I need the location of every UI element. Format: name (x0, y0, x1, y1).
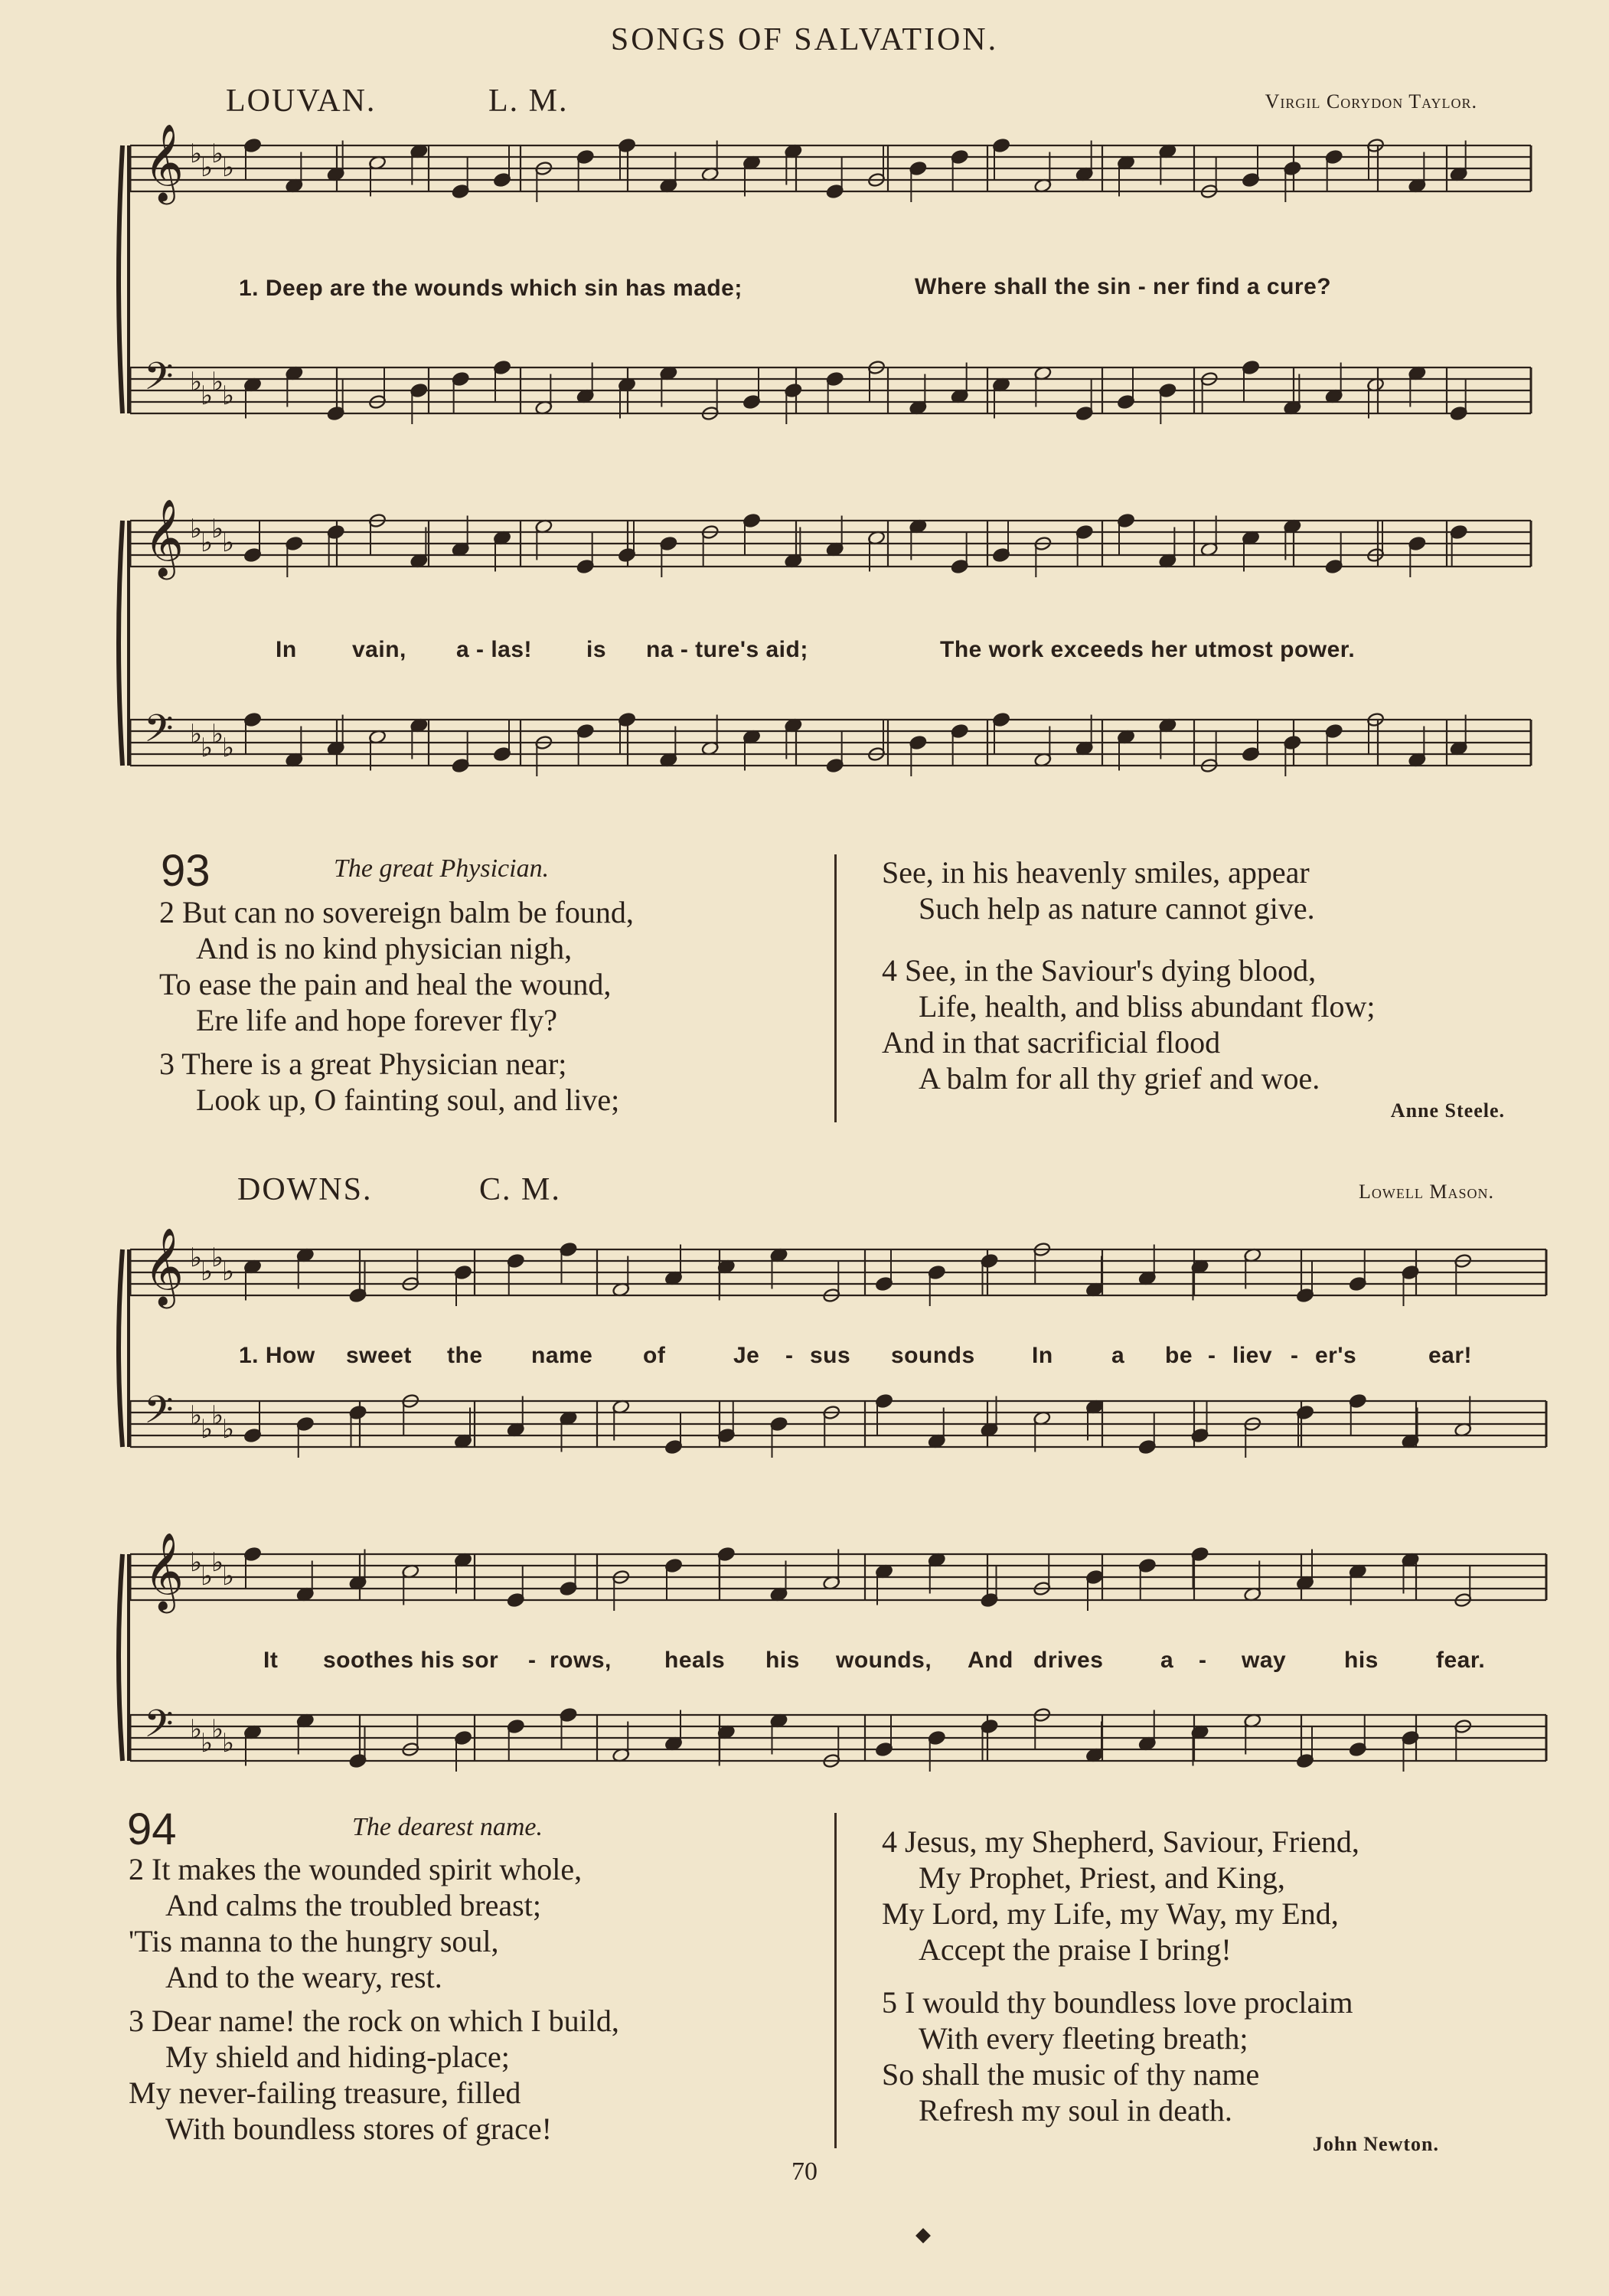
lyric-syllable: drives (1033, 1648, 1104, 1673)
verse-line: Accept the praise I bring! (919, 1932, 1232, 1967)
svg-text:♭: ♭ (211, 1547, 224, 1578)
svg-text:♭: ♭ (190, 1243, 203, 1273)
svg-text:♭: ♭ (222, 152, 235, 183)
verse-line: My never-failing treasure, filled (129, 2076, 521, 2110)
hymn93-right-column (882, 854, 1376, 1096)
svg-text:♭: ♭ (222, 1414, 235, 1445)
svg-text:♭: ♭ (201, 1256, 214, 1287)
hymn-subtitle-94: The dearest name. (352, 1813, 543, 1841)
svg-text:♭: ♭ (211, 514, 224, 544)
svg-text:♭: ♭ (222, 380, 235, 411)
column-divider (834, 1813, 837, 2148)
verse-line: 5 I would thy boundless love proclaim (882, 1985, 1353, 2020)
lyric-syllable: be (1165, 1343, 1193, 1368)
lyric-syllable: sus (810, 1343, 851, 1368)
lyric-syllable: sweet (346, 1343, 412, 1368)
verse-line: 'Tis manna to the hungry soul, (129, 1924, 499, 1958)
verse-line: Refresh my soul in death. (919, 2093, 1232, 2128)
svg-text:♭: ♭ (211, 1714, 224, 1745)
verse-line: Such help as nature cannot give. (919, 891, 1315, 926)
hymn94-left-column (129, 1851, 619, 2147)
verse-line: 2 It makes the wounded spirit whole, (129, 1852, 583, 1886)
verse-line: Ere life and hope forever fly? (196, 1003, 557, 1037)
lyrics-louvan-2e: na - ture's aid; (646, 637, 808, 662)
verse-line: 4 See, in the Saviour's dying blood, (882, 953, 1317, 988)
svg-text:♭: ♭ (222, 1256, 235, 1287)
svg-text:♭: ♭ (222, 527, 235, 558)
author-john-newton: John Newton. (1312, 2133, 1439, 2155)
hymn-number-93: 93 (161, 846, 211, 896)
lyric-syllable: the (447, 1343, 483, 1368)
verse-line: To ease the pain and heal the wound, (159, 967, 612, 1001)
lyric-syllable: - (1291, 1343, 1299, 1368)
svg-text:𝄞: 𝄞 (144, 122, 184, 201)
svg-text:♭: ♭ (211, 719, 224, 750)
lyric-syllable: It (263, 1648, 279, 1673)
lyrics-louvan-1a: 1. Deep are the wounds which sin has made; (239, 276, 742, 301)
verse-line: See, in his heavenly smiles, appear (882, 855, 1310, 890)
svg-text:♭: ♭ (222, 1728, 235, 1759)
lyric-syllable: a (1160, 1648, 1174, 1673)
svg-text:♭: ♭ (190, 514, 203, 544)
svg-text:𝄢: 𝄢 (144, 707, 174, 760)
lyric-syllable: In (1032, 1343, 1053, 1368)
page-number: 70 (791, 2157, 818, 2186)
lyric-syllable: heals (664, 1648, 726, 1673)
verse-line: With boundless stores of grace! (165, 2111, 552, 2146)
verse-line: So shall the music of thy name (882, 2057, 1260, 2092)
svg-text:♭: ♭ (190, 1714, 203, 1745)
tune-name-louvan: LOUVAN. (226, 83, 377, 119)
lyric-syllable: ear! (1428, 1343, 1473, 1368)
lyric-syllable: Je (733, 1343, 760, 1368)
lyric-syllable: a (1111, 1343, 1125, 1368)
lyric-syllable: sounds (891, 1343, 975, 1368)
lyric-syllable: soothes his sor (323, 1648, 499, 1673)
svg-text:𝄢: 𝄢 (144, 1702, 174, 1755)
svg-text:♭: ♭ (190, 719, 203, 750)
lyric-syllable: his (765, 1648, 800, 1673)
verse-line: And calms the troubled breast; (165, 1888, 541, 1922)
lyrics-downs-1 (0, 1343, 1609, 1373)
svg-text:𝄢: 𝄢 (144, 1388, 174, 1442)
svg-text:♭: ♭ (190, 1400, 203, 1431)
svg-text:♭: ♭ (201, 1414, 214, 1445)
hymn93-left-column (159, 894, 634, 1118)
lyrics-louvan-2a: In (276, 637, 297, 662)
column-divider (834, 854, 837, 1122)
lyric-syllable: fear. (1436, 1648, 1486, 1673)
lyric-syllable: - (785, 1343, 794, 1368)
svg-text:♭: ♭ (222, 1561, 235, 1592)
ornament-dot: ◆ (915, 2223, 931, 2245)
svg-text:♭: ♭ (211, 1400, 224, 1431)
tune-name-downs: DOWNS. (237, 1172, 373, 1207)
lyric-syllable: - (1199, 1648, 1207, 1673)
verse-line: With every fleeting breath; (919, 2021, 1248, 2056)
lyric-syllable: - (528, 1648, 537, 1673)
svg-text:♭: ♭ (201, 527, 214, 558)
svg-text:𝄞: 𝄞 (144, 498, 184, 576)
composer-downs: Lowell Mason. (1359, 1181, 1494, 1203)
lyrics-louvan-1b: Where shall the sin - ner find a cure? (915, 274, 1332, 299)
svg-text:♭: ♭ (222, 733, 235, 763)
lyrics-downs-2 (0, 1648, 1609, 1678)
lyric-syllable: liev (1232, 1343, 1273, 1368)
tune-meter-downs: C. M. (479, 1172, 561, 1207)
verse-line: Life, health, and bliss abundant flow; (919, 989, 1376, 1024)
page-header: SONGS OF SALVATION. (610, 22, 999, 57)
lyric-syllable: - (1208, 1343, 1216, 1368)
verse-line: 3 Dear name! the rock on which I build, (129, 2004, 619, 2038)
verse-line: My Lord, my Life, my Way, my End, (882, 1896, 1339, 1931)
author-anne-steele: Anne Steele. (1390, 1099, 1505, 1122)
lyric-syllable: er's (1315, 1343, 1357, 1368)
verse-line: And to the weary, rest. (165, 1960, 442, 1994)
lyric-syllable: rows, (550, 1648, 612, 1673)
lyrics-louvan-2f: The work exceeds her utmost power. (940, 637, 1356, 662)
lyric-syllable: way (1242, 1648, 1287, 1673)
svg-text:♭: ♭ (190, 367, 203, 397)
svg-text:♭: ♭ (211, 1243, 224, 1273)
svg-text:𝄢: 𝄢 (144, 354, 174, 408)
svg-text:♭: ♭ (201, 1728, 214, 1759)
lyrics-louvan-2d: is (586, 637, 607, 662)
lyric-syllable: of (643, 1343, 666, 1368)
composer-louvan: Virgil Corydon Taylor. (1265, 90, 1477, 113)
svg-text:♭: ♭ (211, 139, 224, 169)
verse-line: 3 There is a great Physician near; (159, 1047, 567, 1081)
verse-line: My Prophet, Priest, and King, (919, 1860, 1285, 1895)
svg-text:♭: ♭ (201, 152, 214, 183)
tune-meter-louvan: L. M. (488, 83, 569, 119)
verse-line: 4 Jesus, my Shepherd, Saviour, Friend, (882, 1824, 1359, 1859)
lyric-syllable: name (531, 1343, 593, 1368)
verse-line: And is no kind physician nigh, (196, 931, 573, 965)
svg-text:♭: ♭ (190, 1547, 203, 1578)
svg-text:𝄞: 𝄞 (144, 1226, 184, 1305)
lyric-syllable: wounds, (836, 1648, 932, 1673)
hymn-subtitle-93: The great Physician. (334, 854, 550, 883)
hymn-number-94: 94 (127, 1804, 177, 1854)
svg-text:♭: ♭ (211, 367, 224, 397)
lyrics-louvan-2b: vain, (352, 637, 406, 662)
lyrics-louvan-2c: a - las! (456, 637, 533, 662)
svg-text:♭: ♭ (201, 1561, 214, 1592)
svg-text:♭: ♭ (201, 733, 214, 763)
svg-text:♭: ♭ (190, 139, 203, 169)
verse-line: Look up, O fainting soul, and live; (196, 1083, 620, 1117)
svg-text:𝄞: 𝄞 (144, 1531, 184, 1610)
hymn94-right-column (882, 1824, 1359, 2128)
svg-text:♭: ♭ (201, 380, 214, 411)
verse-line: My shield and hiding-place; (165, 2040, 510, 2074)
lyric-syllable: his (1344, 1648, 1379, 1673)
verse-line: 2 But can no sovereign balm be found, (159, 895, 634, 929)
lyric-syllable: 1. How (239, 1343, 315, 1368)
lyric-syllable: And (968, 1648, 1013, 1673)
verse-line: A balm for all thy grief and woe. (919, 1061, 1320, 1096)
verse-line: And in that sacrificial flood (882, 1025, 1221, 1060)
